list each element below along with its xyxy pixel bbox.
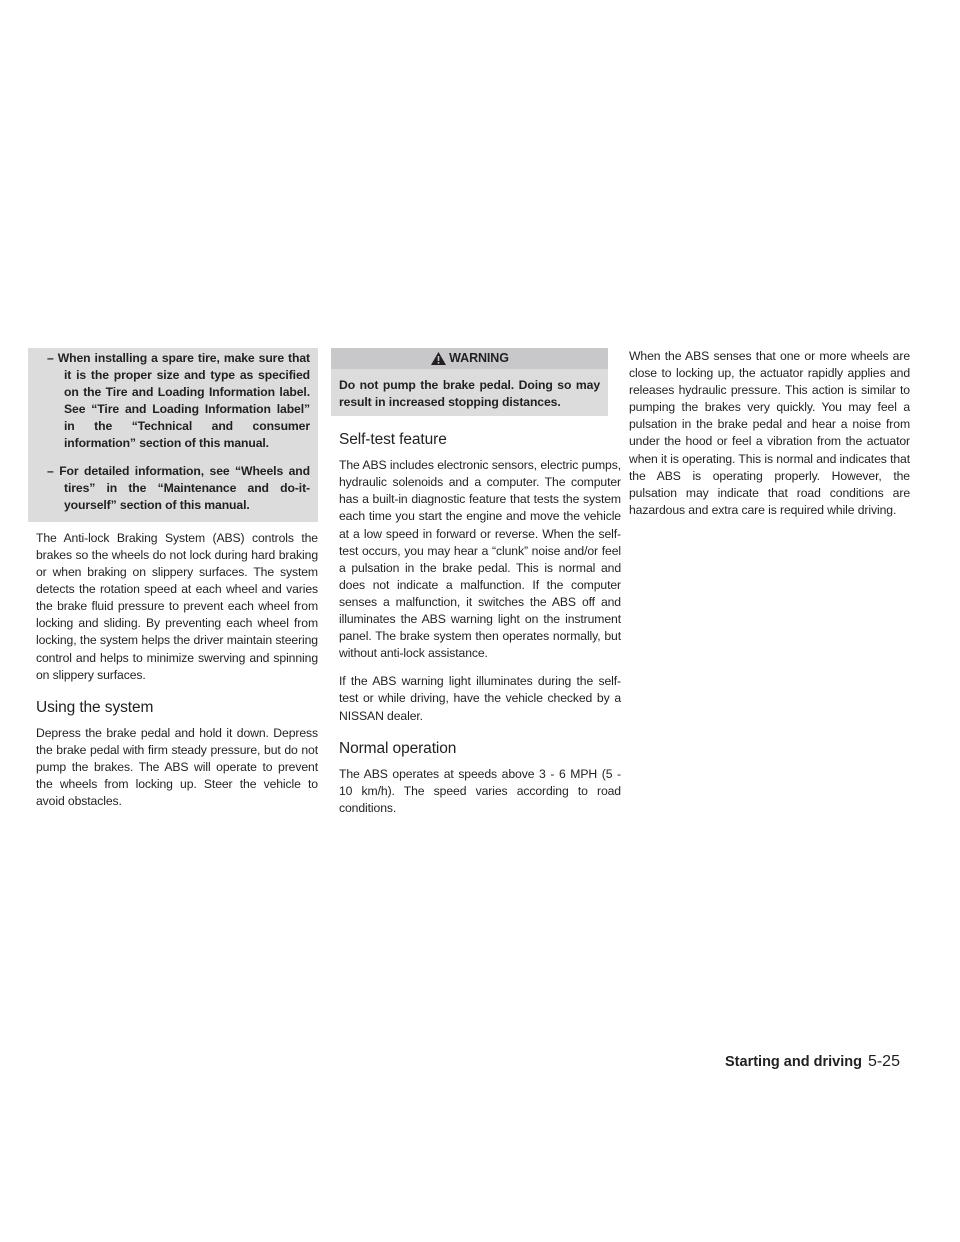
column-middle (339, 348, 621, 828)
page-footer (725, 1053, 915, 1071)
warning-header (331, 348, 608, 369)
footer-section-title: Starting and driving (725, 1054, 862, 1070)
self-test-paragraph-2: If the ABS warning light illuminates during the self-test or while driving, have the vehicle checked by a NISSAN dealer. (339, 674, 621, 723)
heading-using-the-system: Using the system (36, 698, 154, 716)
footer-page-number: 5-25 (867, 1053, 900, 1070)
caution-bullet-spare-tire: – When installing a spare tire, make sure that it is the proper size and type as specified on the Tire and Loading Information label. See “Tire and Loading Information label” in the “Technical and consumer information” section of this manual. (47, 351, 310, 451)
warning-triangle-icon (430, 351, 447, 366)
abs-actuator-paragraph: When the ABS senses that one or more wheels are close to locking up, the actuator rapidly applies and releases hydraulic pressure. This action is similar to pumping the brakes very quickly. You may feel a pulsation in the brake pedal and hear a noise from under the hood or feel a vibration from the actuator when it is operating. This is normal and indicates that the ABS is operating properly. However, the pulsation may indicate that road conditions are hazardous and extra care is required while driving. (629, 349, 910, 517)
column-right (629, 348, 910, 530)
normal-operation-paragraph: The ABS operates at speeds above 3 - 6 MPH (5 - 10 km/h). The speed varies according to road conditions. (339, 766, 621, 815)
heading-normal-operation: Normal operation (339, 739, 457, 757)
warning-box (331, 348, 608, 416)
warning-title: WARNING (449, 350, 509, 365)
abs-intro-paragraph: The Anti-lock Braking System (ABS) controls the brakes so the wheels do not lock during hard braking or when braking on slippery surfaces. The system detects the rotation speed at each wheel and varies the brake fluid pressure to prevent each wheel from locking and sliding. By preventing each wheel from locking, the system helps the driver maintain steering control and helps to minimize swerving and spinning on slippery surfaces. (36, 530, 318, 682)
caution-bullet-wheels-tires: – For detailed information, see “Wheels and tires” in the “Maintenance and do-it-yourself” section of this manual. (47, 463, 310, 512)
caution-continuation-box (28, 348, 318, 522)
using-the-system-paragraph: Depress the brake pedal and hold it down. Depress the brake pedal with firm steady pressure, but do not pump the brakes. The ABS will operate to prevent the wheels from locking up. Steer the vehicle to avoid obstacles. (36, 725, 318, 809)
self-test-paragraph-1: The ABS includes electronic sensors, electric pumps, hydraulic solenoids and a computer. The computer has a built-in diagnostic feature that tests the system each time you start the engine and move the vehicle at a low speed in forward or reverse. When the self-test occurs, you may hear a “clunk” noise and/or feel a pulsation in the brake pedal. This is normal and does not indicate a malfunction. If the computer senses a malfunction, it switches the ABS off and illuminates the ABS warning light on the instrument panel. The brake system then operates normally, but without anti-lock assistance. (339, 458, 621, 661)
column-left (36, 348, 318, 821)
warning-text: Do not pump the brake pedal. Doing so may result in increased stopping distances. (339, 378, 600, 410)
heading-self-test-feature: Self-test feature (339, 431, 447, 449)
